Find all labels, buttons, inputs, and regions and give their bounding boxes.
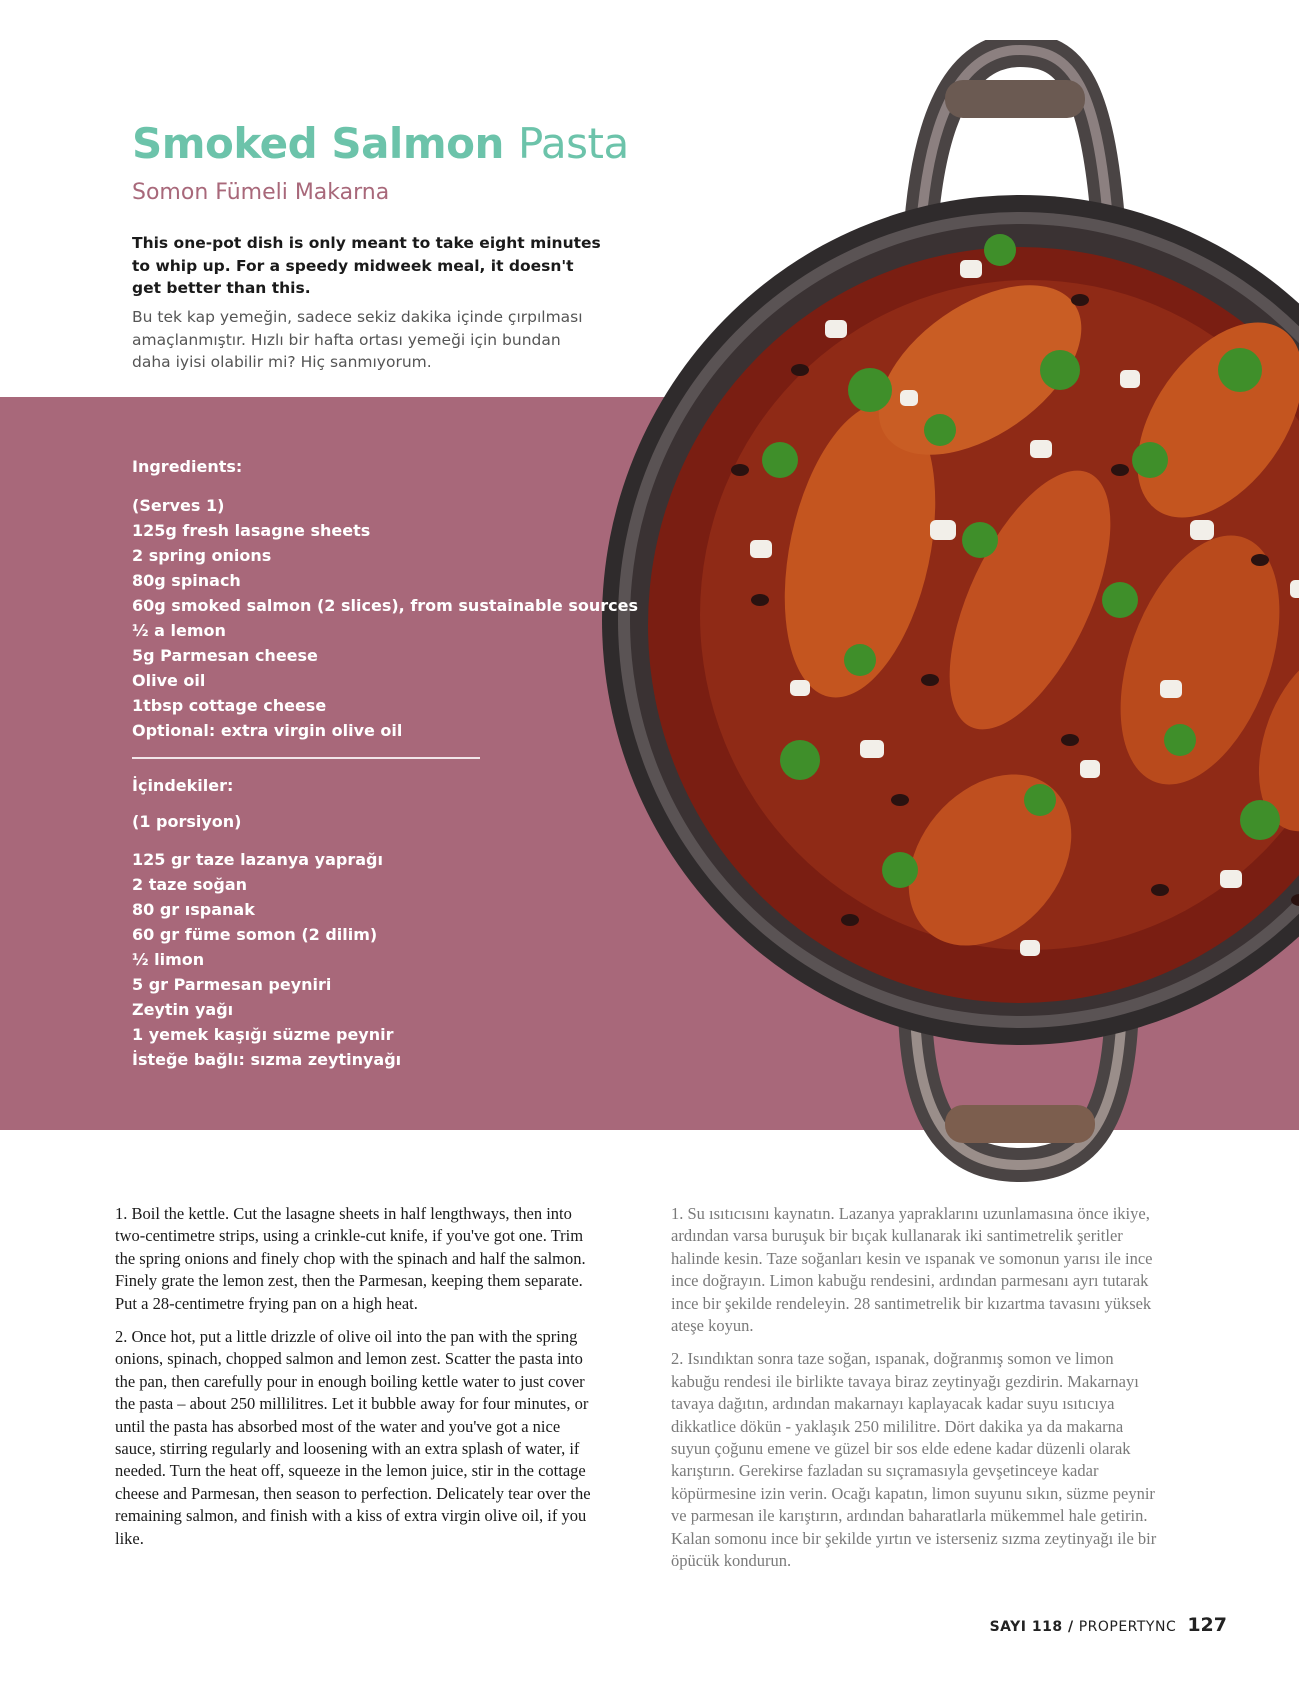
magazine-name: PROPERTYNC xyxy=(1078,1619,1177,1635)
recipe-subtitle: Somon Fümeli Makarna xyxy=(132,180,390,205)
title-bold: Smoked Salmon xyxy=(132,119,504,168)
serves-turkish: (1 porsiyon) xyxy=(132,812,242,831)
ingredient-item: 60g smoked salmon (2 slices), from sustainable sources xyxy=(132,596,638,615)
ingredient-item: 125 gr taze lazanya yaprağı xyxy=(132,850,383,869)
ingredients-heading: Ingredients: xyxy=(132,457,243,476)
method-english xyxy=(115,1203,605,1561)
ingredient-item: ½ limon xyxy=(132,950,205,969)
ingredients-divider xyxy=(132,757,480,759)
ingredient-item: 60 gr füme somon (2 dilim) xyxy=(132,925,378,944)
intro-turkish: Bu tek kap yemeğin, sadece sekiz dakika içinde çırpılması amaçlanmıştır. Hızlı bir hafta ortası yemeği için bundan daha iyisi olabilir mi? Hiç sanmıyorum. xyxy=(132,308,583,371)
ingredient-item: İsteğe bağlı: sızma zeytinyağı xyxy=(132,1050,402,1069)
intro-english: This one-pot dish is only meant to take eight minutes to whip up. For a speedy midweek meal, it doesn't get better than this. xyxy=(132,234,601,297)
ingredient-item: 80g spinach xyxy=(132,571,241,590)
ingredient-item: 80 gr ıspanak xyxy=(132,900,255,919)
pan-illustration xyxy=(600,40,1299,1190)
ingredient-item: 2 spring onions xyxy=(132,546,272,565)
method-step: 1. Boil the kettle. Cut the lasagne sheets in half lengthways, then into two-centimetre strips, using a crinkle-cut knife, if you've got one. Trim the spring onions and finely chop with the spinach and half the salmon. Finely grate the lemon zest, then the Parmesan, keeping them separate. Put a 28-centimetre frying pan on a high heat. xyxy=(115,1204,586,1313)
ingredients-list-english xyxy=(132,493,638,743)
pan-photo xyxy=(600,40,1299,1190)
title-light: Pasta xyxy=(517,119,629,168)
method-step: 2. Once hot, put a little drizzle of olive oil into the pan with the spring onions, spinach, chopped salmon and lemon zest. Scatter the pasta into the pan, then carefully pour in enough boiling kettle water to just cover the pasta – about 250 millilitres. Let it bubble away for four minutes, or until the pasta has absorbed most of the water and you've got a nice sauce, stirring regularly and loosening with an extra splash of water, if needed. Turn the heat off, squeeze in the lemon juice, stir in the cottage cheese and Parmesan, then season to perfection. Delicately tear over the remaining salmon, and finish with a kiss of extra virgin olive oil, if you like. xyxy=(115,1327,591,1548)
ingredient-item: (Serves 1) xyxy=(132,496,225,515)
recipe-title xyxy=(132,118,629,170)
ingredient-item: 5 gr Parmesan peyniri xyxy=(132,975,332,994)
method-turkish xyxy=(671,1203,1161,1584)
ingredient-item: Optional: extra virgin olive oil xyxy=(132,721,403,740)
issue-label: SAYI 118 / xyxy=(989,1619,1074,1635)
ingredient-item: 125g fresh lasagne sheets xyxy=(132,521,371,540)
ingredient-item: 5g Parmesan cheese xyxy=(132,646,318,665)
ingredient-item: Olive oil xyxy=(132,671,206,690)
method-step: 2. Isındıktan sonra taze soğan, ıspanak, doğranmış somon ve limon kabuğu rendesi ile birlikte tavaya biraz zeytinyağı gezdirin. Makarnayı tavaya dağıtın, ardından makarnayı kaplayacak kadar suyu ısıtıcıya dikkatlice dökün - yaklaşık 250 mililitre. Dört dakika ya da makarna suyun çoğunu emene ve güzel bir sos elde edene kadar düzenli olarak karıştırın. Gerekirse fazladan su sıçramasıyla gevşetinceye kadar köpürmesine izin verin. Ocağı kapatın, limon suyunu sıkın, süzme peynir ve parmesan ile karıştırın, ardından baharatlarla mükemmel hale getirin. Kalan somonu ince bir şekilde yırtın ve isterseniz sızma zeytinyağı ile bir öpücük kondurun. xyxy=(671,1349,1157,1571)
ingredient-item: Zeytin yağı xyxy=(132,1000,234,1019)
ingredients-heading-turkish: İçindekiler: xyxy=(132,776,234,795)
page-footer xyxy=(990,1614,1227,1636)
ingredient-item: 1tbsp cottage cheese xyxy=(132,696,327,715)
page-number: 127 xyxy=(1187,1614,1227,1636)
ingredients-list-turkish xyxy=(132,847,401,1072)
ingredient-item: ½ a lemon xyxy=(132,621,226,640)
ingredient-item: 2 taze soğan xyxy=(132,875,248,894)
method-step: 1. Su ısıtıcısını kaynatın. Lazanya yapraklarını uzunlamasına önce ikiye, ardından varsa buruşuk bir bıçak kullanarak iki santimetrelik şeritler halinde kesin. Taze soğanları kesin ve ıspanak ve somonun yarısı ile ince ince doğrayın. Limon kabuğu rendesini, ardından parmesanı ayrı tutarak ince bir şekilde rendeleyin. 28 santimetrelik bir kızartma tavasını yüksek ateşe koyun. xyxy=(671,1204,1153,1336)
ingredient-item: 1 yemek kaşığı süzme peynir xyxy=(132,1025,394,1044)
